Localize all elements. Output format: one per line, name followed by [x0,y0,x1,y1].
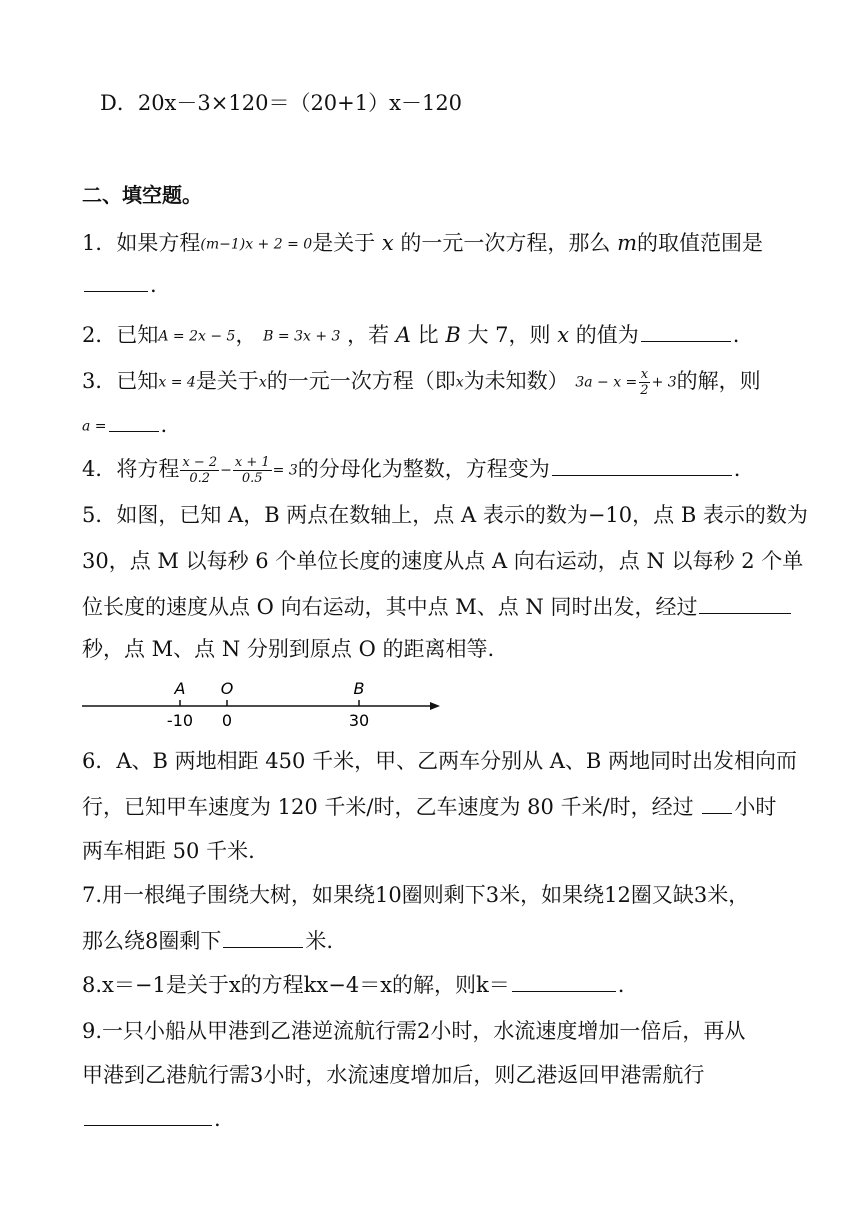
fraction-1: $\frac{x - 2}{0.2}$ [182,455,218,486]
number-line [82,672,442,730]
fraction-2: $\frac{x + 1}{0.5}$ [234,455,270,486]
question-1-answer: . [82,270,157,300]
question-2: 2．已知A = 2x − 5， B = 3x + 3 ，若 A 比 B 大 7，则 x 的值为 . [82,323,740,347]
question-5-line-3: 位长度的速度从点 O 向右运动，其中点 M、点 N 同时出发，经过 [82,592,793,622]
question-3-answer: a = . [82,413,168,437]
number-line-arrow [430,702,440,710]
question-5-line-4: 秒，点 M、点 N 分别到原点 O 的距离相等. [82,637,495,661]
answer-blank[interactable] [109,413,159,432]
question-6-line-3: 两车相距 50 千米. [82,839,255,863]
question-5-line-2: 30，点 M 以每秒 6 个单位长度的速度从点 A 向右运动，点 N 以每秒 2 个单 [82,549,804,573]
answer-blank[interactable] [223,929,303,948]
answer-blank[interactable] [552,457,732,476]
answer-blank[interactable] [512,973,616,992]
label-O: O [220,679,234,698]
value-O: 0 [221,711,233,730]
answer-blank[interactable] [84,1107,212,1126]
question-8: 8.x＝−1是关于x的方程kx−4＝x的解，则k＝ . [82,973,625,997]
label-A: A [174,679,186,698]
answer-blank[interactable] [702,795,732,814]
question-9-line-3: . [82,1104,221,1134]
answer-blank[interactable] [641,323,731,342]
question-6-line-1: 6．A、B 两地相距 450 千米，甲、乙两车分别从 A、B 两地同时出发相向而 [82,749,798,773]
question-9-line-1: 9.一只小船从甲港到乙港逆流航行需2小时，水流速度增加一倍后，再从 [82,1019,746,1043]
question-6-line-2: 行，已知甲车速度为 120 千米/时，乙车速度为 80 千米/时，经过 小时 [82,795,777,819]
question-4: 4．将方程 $\frac{x - 2}{0.2}$ − $\frac{x + 1}{0.5}$ = 3的分母化为整数，方程变为 . [82,455,741,486]
question-3: 3．已知x = 4是关于x的一元一次方程（即x为未知数） 3a − x = $\frac{x}{2}$ + 3的解，则 [82,367,761,398]
answer-blank[interactable] [84,273,148,292]
question-5-line-1: 5．如图，已知 A，B 两点在数轴上，点 A 表示的数为−10，点 B 表示的数为 [82,503,808,527]
label-B: B [353,679,365,698]
value-B: 30 [348,711,370,730]
fraction-x-over-2: $\frac{x}{2}$ [640,367,649,398]
answer-blank[interactable] [699,595,791,614]
question-9-line-2: 甲港到乙港航行需3小时，水流速度增加后，则乙港返回甲港需航行 [82,1063,705,1087]
section-title: 二、填空题。 [82,183,202,207]
option-d: D．20x－3×120＝（20+1）x－120 [100,91,463,115]
question-7-line-1: 7.用一根绳子围绕大树，如果绕10圈则剩下3米，如果绕12圈又缺3米， [82,883,750,907]
question-1: 1．如果方程(m−1)x + 2 = 0是关于 x 的一元一次方程，那么 m的取值范围是 [82,231,764,255]
value-A: -10 [166,711,194,730]
question-7-line-2: 那么绕8圈剩下 米. [82,929,334,953]
